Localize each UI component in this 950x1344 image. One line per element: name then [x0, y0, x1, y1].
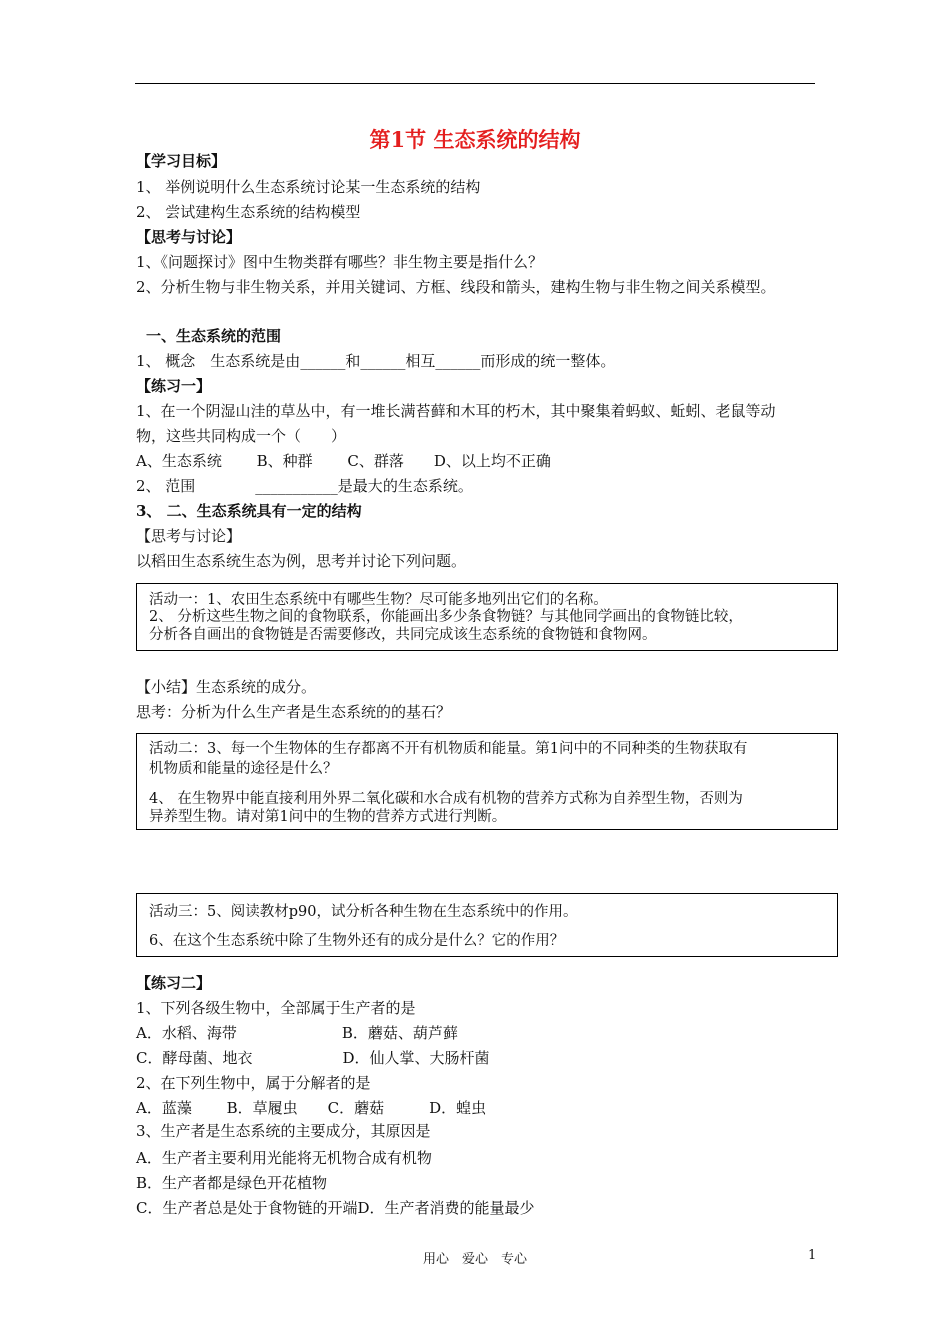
activity-1-line-2: 2、 分析这些生物之间的食物联系，你能画出多少条食物链？与其他同学画出的食物链比较， [149, 609, 743, 625]
think-item-1: 1、《问题探讨》图中生物类群有哪些？非生物主要是指什么？ [136, 253, 544, 271]
think-item-2: 2、分析生物与非生物关系，并用关键词、方框、线段和箭头，建构生物与非生物之间关系模型。 [136, 278, 776, 296]
section-1-heading: 一、生态系统的范围 [146, 327, 282, 345]
goals-heading: 【学习目标】 [136, 152, 227, 170]
practice-1-heading: 【练习一】 [136, 377, 212, 395]
page-number: 1 [808, 1248, 817, 1263]
activity-3-line-1: 活动三：5、阅读教材p90，试分析各种生物在生态系统中的作用。 [149, 904, 578, 920]
summary-line: 【小结】生态系统的成分。 [136, 678, 317, 696]
activity-2-line-3: 4、 在生物界中能直接利用外界二氧化碳和水合成有机物的营养方式称为自养型生物，否则为 [149, 791, 743, 807]
practice-2-q1-options-ab: A．水稻、海带 B．蘑菇、葫芦藓 [136, 1024, 458, 1042]
practice-2-heading: 【练习二】 [136, 974, 212, 992]
practice-2-q3-option-a: A．生产者主要利用光能将无机物合成有机物 [136, 1149, 432, 1167]
practice-2-q1-options-cd: C．酵母菌、地衣 D．仙人掌、大肠杆菌 [136, 1049, 490, 1067]
think-heading: 【思考与讨论】 [136, 228, 242, 246]
practice-1-question-line-2: 物，这些共同构成一个（ ） [136, 427, 347, 445]
activity-2-line-4: 异养型生物。请对第1问中的生物的营养方式进行判断。 [149, 809, 507, 825]
activity-3-box [136, 893, 838, 957]
practice-2-q2-options: A．蓝藻 B．草履虫 C．蘑菇 D．蝗虫 [136, 1099, 487, 1117]
page-footer: 用心 爱心 专心 [422, 1252, 527, 1267]
practice-2-q3: 3、生产者是生态系统的主要成分，其原因是 [136, 1122, 431, 1140]
practice-2-q1: 1、下列各级生物中，全部属于生产者的是 [136, 999, 416, 1017]
activity-2-line-2: 机物质和能量的途径是什么？ [149, 761, 338, 777]
intro-line: 以稻田生态系统生态为例，思考并讨论下列问题。 [136, 552, 467, 570]
practice-2-q3-options-cd: C．生产者总是处于食物链的开端D．生产者消费的能量最少 [136, 1199, 535, 1217]
section-2-heading: 3、 二、生态系统具有一定的结构 [136, 502, 362, 520]
activity-1-line-1: 活动一：1、农田生态系统中有哪些生物？尽可能多地列出它们的名称。 [149, 592, 608, 608]
think-question: 思考：分析为什么生产者是生态系统的的基石？ [136, 703, 452, 721]
practice-1-options: A、生态系统 B、种群 C、群落 D、以上均不正确 [136, 452, 551, 470]
goal-item-1: 1、 举例说明什么生态系统讨论某一生态系统的结构 [136, 178, 481, 196]
practice-2-q2: 2、在下列生物中，属于分解者的是 [136, 1074, 371, 1092]
range-line: 2、 范围 ___________是最大的生态系统。 [136, 477, 473, 495]
goal-item-2: 2、 尝试建构生态系统的结构模型 [136, 203, 361, 221]
activity-2-box [136, 733, 838, 830]
page-title: 第1节 生态系统的结构 [369, 127, 581, 152]
activity-2-line-1: 活动二：3、每一个生物体的生存都离不开有机物质和能量。第1问中的不同种类的生物获取有 [149, 741, 748, 757]
activity-1-box [136, 583, 838, 651]
activity-3-line-2: 6、在这个生态系统中除了生物外还有的成分是什么？它的作用？ [149, 933, 565, 949]
header-rule [135, 83, 815, 84]
practice-2-q3-option-b: B．生产者都是绿色开花植物 [136, 1174, 328, 1192]
activity-1-line-3: 分析各自画出的食物链是否需要修改，共同完成该生态系统的食物链和食物网。 [149, 627, 657, 643]
concept-line: 1、 概念 生态系统是由______和______相互______而形成的统一整体。 [136, 352, 616, 370]
think-heading-2: 【思考与讨论】 [136, 527, 242, 545]
practice-1-question-line-1: 1、在一个阴湿山洼的草丛中，有一堆长满苔藓和木耳的朽木，其中聚集着蚂蚁、蚯蚓、老鼠等动 [136, 402, 776, 420]
